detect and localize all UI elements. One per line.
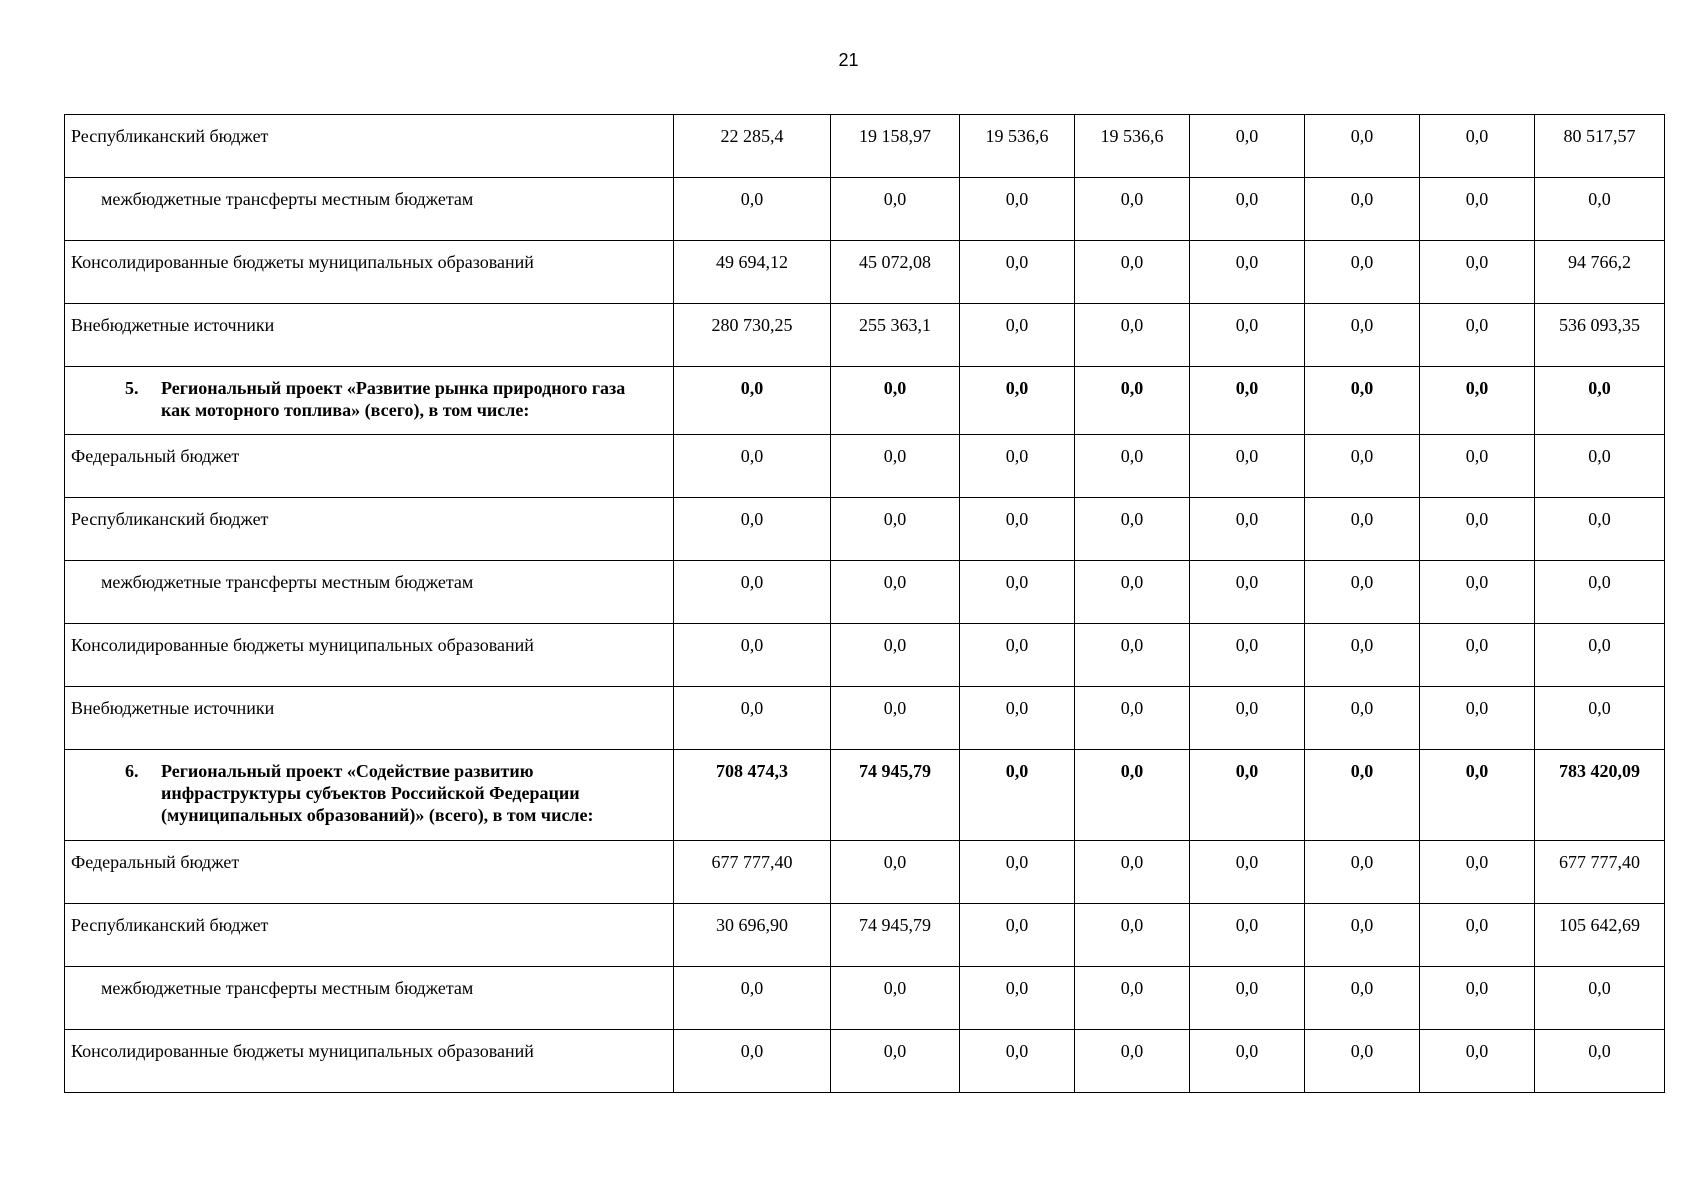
value-cell: 0,0	[960, 241, 1075, 304]
table-row	[65, 498, 1665, 561]
value-cell: 74 945,79	[831, 750, 960, 841]
value-cell: 0,0	[1420, 367, 1535, 435]
row-label: Консолидированные бюджеты муниципальных образований	[65, 624, 674, 687]
total-cell: 0,0	[1535, 687, 1665, 750]
table-row	[65, 967, 1665, 1030]
table-row	[65, 624, 1665, 687]
value-cell: 0,0	[831, 498, 960, 561]
value-cell: 0,0	[1305, 561, 1420, 624]
value-cell: 49 694,12	[674, 241, 831, 304]
total-cell: 105 642,69	[1535, 904, 1665, 967]
value-cell: 0,0	[1075, 967, 1190, 1030]
table-row	[65, 178, 1665, 241]
value-cell: 0,0	[1190, 687, 1305, 750]
budget-table	[64, 114, 1665, 1093]
value-cell: 0,0	[960, 967, 1075, 1030]
value-cell: 0,0	[1420, 624, 1535, 687]
value-cell: 74 945,79	[831, 904, 960, 967]
value-cell: 0,0	[674, 967, 831, 1030]
table-row	[65, 561, 1665, 624]
total-cell: 0,0	[1535, 367, 1665, 435]
value-cell: 0,0	[1190, 367, 1305, 435]
row-label: Внебюджетные источники	[65, 304, 674, 367]
table-row	[65, 435, 1665, 498]
value-cell: 0,0	[674, 435, 831, 498]
table-row	[65, 841, 1665, 904]
value-cell: 0,0	[674, 561, 831, 624]
value-cell: 0,0	[1190, 241, 1305, 304]
total-cell: 677 777,40	[1535, 841, 1665, 904]
value-cell: 0,0	[1305, 435, 1420, 498]
row-label: Консолидированные бюджеты муниципальных образований	[65, 1030, 674, 1093]
value-cell: 0,0	[1305, 687, 1420, 750]
value-cell: 0,0	[1075, 561, 1190, 624]
value-cell: 0,0	[1420, 435, 1535, 498]
value-cell: 0,0	[1190, 115, 1305, 178]
value-cell: 0,0	[1190, 967, 1305, 1030]
row-label: Республиканский бюджет	[65, 904, 674, 967]
value-cell: 0,0	[1420, 904, 1535, 967]
total-cell: 94 766,2	[1535, 241, 1665, 304]
value-cell: 0,0	[1190, 304, 1305, 367]
total-cell: 80 517,57	[1535, 115, 1665, 178]
value-cell: 0,0	[1190, 841, 1305, 904]
table-row	[65, 304, 1665, 367]
value-cell: 280 730,25	[674, 304, 831, 367]
project-title-cell	[65, 750, 674, 841]
value-cell: 0,0	[1420, 304, 1535, 367]
project-title: Региональный проект «Развитие рынка природного газа как моторного топлива» (всего), в том числе:	[161, 378, 626, 420]
value-cell: 0,0	[1190, 904, 1305, 967]
row-label: межбюджетные трансферты местным бюджетам	[65, 561, 674, 624]
value-cell: 0,0	[1190, 624, 1305, 687]
value-cell: 0,0	[1420, 967, 1535, 1030]
table-row	[65, 115, 1665, 178]
row-label: Консолидированные бюджеты муниципальных образований	[65, 241, 674, 304]
value-cell: 0,0	[831, 561, 960, 624]
value-cell: 0,0	[1420, 178, 1535, 241]
value-cell: 0,0	[960, 178, 1075, 241]
value-cell: 0,0	[1420, 841, 1535, 904]
row-label: межбюджетные трансферты местным бюджетам	[65, 178, 674, 241]
total-cell: 0,0	[1535, 1030, 1665, 1093]
value-cell: 19 158,97	[831, 115, 960, 178]
value-cell: 0,0	[960, 750, 1075, 841]
value-cell: 0,0	[1305, 498, 1420, 561]
value-cell: 0,0	[1305, 624, 1420, 687]
value-cell: 19 536,6	[1075, 115, 1190, 178]
value-cell: 22 285,4	[674, 115, 831, 178]
row-label: межбюджетные трансферты местным бюджетам	[65, 967, 674, 1030]
value-cell: 0,0	[1075, 841, 1190, 904]
value-cell: 0,0	[1420, 1030, 1535, 1093]
value-cell: 0,0	[1190, 435, 1305, 498]
project-number: 6.	[125, 761, 139, 781]
value-cell: 0,0	[831, 624, 960, 687]
total-cell: 0,0	[1535, 967, 1665, 1030]
value-cell: 0,0	[1420, 498, 1535, 561]
page-number: 21	[838, 50, 859, 70]
value-cell: 0,0	[1075, 304, 1190, 367]
total-cell: 536 093,35	[1535, 304, 1665, 367]
project-header-row	[65, 750, 1665, 841]
value-cell: 708 474,3	[674, 750, 831, 841]
value-cell: 0,0	[1075, 624, 1190, 687]
row-label: Республиканский бюджет	[65, 115, 674, 178]
value-cell: 0,0	[674, 498, 831, 561]
value-cell: 255 363,1	[831, 304, 960, 367]
value-cell: 0,0	[831, 967, 960, 1030]
project-title-cell	[65, 367, 674, 435]
total-cell: 783 420,09	[1535, 750, 1665, 841]
value-cell: 0,0	[1305, 241, 1420, 304]
value-cell: 0,0	[1075, 435, 1190, 498]
value-cell: 30 696,90	[674, 904, 831, 967]
value-cell: 0,0	[674, 178, 831, 241]
value-cell: 0,0	[1190, 498, 1305, 561]
value-cell: 0,0	[1305, 178, 1420, 241]
value-cell: 0,0	[1305, 750, 1420, 841]
value-cell: 0,0	[831, 435, 960, 498]
value-cell: 0,0	[1305, 304, 1420, 367]
value-cell: 0,0	[674, 1030, 831, 1093]
value-cell: 0,0	[1305, 1030, 1420, 1093]
value-cell: 0,0	[960, 1030, 1075, 1093]
value-cell: 0,0	[1305, 967, 1420, 1030]
table-row	[65, 241, 1665, 304]
value-cell: 0,0	[1420, 241, 1535, 304]
value-cell: 677 777,40	[674, 841, 831, 904]
row-label: Федеральный бюджет	[65, 841, 674, 904]
total-cell: 0,0	[1535, 435, 1665, 498]
value-cell: 0,0	[1305, 904, 1420, 967]
value-cell: 0,0	[1305, 367, 1420, 435]
value-cell: 0,0	[960, 841, 1075, 904]
value-cell: 0,0	[1075, 687, 1190, 750]
value-cell: 0,0	[831, 178, 960, 241]
value-cell: 0,0	[1075, 1030, 1190, 1093]
value-cell: 0,0	[831, 367, 960, 435]
value-cell: 19 536,6	[960, 115, 1075, 178]
value-cell: 0,0	[831, 841, 960, 904]
project-number: 5.	[125, 378, 139, 398]
table-row	[65, 1030, 1665, 1093]
value-cell: 0,0	[960, 624, 1075, 687]
total-cell: 0,0	[1535, 178, 1665, 241]
value-cell: 0,0	[1190, 561, 1305, 624]
value-cell: 0,0	[674, 624, 831, 687]
value-cell: 0,0	[1305, 115, 1420, 178]
row-label: Республиканский бюджет	[65, 498, 674, 561]
value-cell: 0,0	[831, 1030, 960, 1093]
value-cell: 0,0	[1075, 498, 1190, 561]
value-cell: 0,0	[1075, 750, 1190, 841]
value-cell: 0,0	[1420, 750, 1535, 841]
row-label: Внебюджетные источники	[65, 687, 674, 750]
total-cell: 0,0	[1535, 561, 1665, 624]
row-label: Федеральный бюджет	[65, 435, 674, 498]
project-header-row	[65, 367, 1665, 435]
total-cell: 0,0	[1535, 498, 1665, 561]
value-cell: 0,0	[1420, 687, 1535, 750]
value-cell: 0,0	[1190, 178, 1305, 241]
total-cell: 0,0	[1535, 624, 1665, 687]
value-cell: 0,0	[1305, 841, 1420, 904]
table-row	[65, 687, 1665, 750]
value-cell: 45 072,08	[831, 241, 960, 304]
value-cell: 0,0	[1075, 367, 1190, 435]
value-cell: 0,0	[1190, 1030, 1305, 1093]
value-cell: 0,0	[1190, 750, 1305, 841]
value-cell: 0,0	[1075, 904, 1190, 967]
value-cell: 0,0	[831, 687, 960, 750]
table-row	[65, 904, 1665, 967]
value-cell: 0,0	[960, 687, 1075, 750]
value-cell: 0,0	[674, 687, 831, 750]
project-title: Региональный проект «Содействие развитию инфраструктуры субъектов Российской Федерации (муниципальных образований)» (всего), в том числе:	[161, 761, 594, 825]
value-cell: 0,0	[1420, 561, 1535, 624]
value-cell: 0,0	[1075, 178, 1190, 241]
value-cell: 0,0	[960, 904, 1075, 967]
value-cell: 0,0	[960, 561, 1075, 624]
value-cell: 0,0	[960, 367, 1075, 435]
value-cell: 0,0	[1420, 115, 1535, 178]
value-cell: 0,0	[960, 435, 1075, 498]
value-cell: 0,0	[960, 304, 1075, 367]
value-cell: 0,0	[674, 367, 831, 435]
value-cell: 0,0	[960, 498, 1075, 561]
value-cell: 0,0	[1075, 241, 1190, 304]
